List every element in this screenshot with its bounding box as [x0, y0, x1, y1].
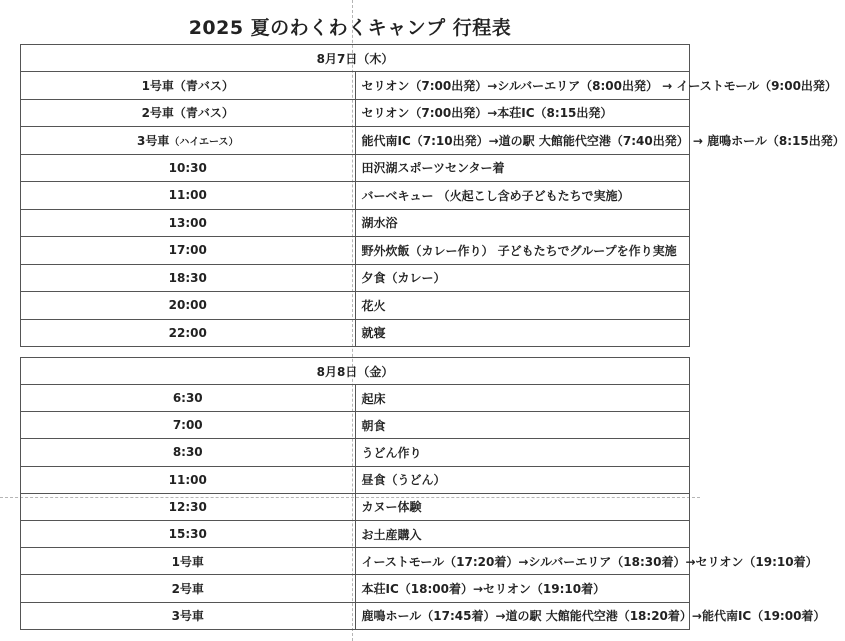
- schedule-activity: 田沢湖スポーツセンター着: [355, 154, 690, 182]
- schedule-time: 10:30: [21, 154, 356, 182]
- table-row: [21, 264, 690, 292]
- vehicle-3-route: 能代南IC（7:10出発）→道の駅 大館能代空港（7:40出発） → 鹿鳴ホール（8:15出発）: [355, 127, 690, 155]
- table-row: [21, 466, 690, 493]
- day1-header-row: [21, 45, 690, 72]
- schedule-time: 22:00: [21, 319, 356, 347]
- schedule-activity: 昼食（うどん）: [355, 466, 690, 493]
- table-row: [21, 602, 690, 629]
- schedule-activity: 就寝: [355, 319, 690, 347]
- schedule-time: 20:00: [21, 292, 356, 320]
- table-row: [21, 127, 690, 155]
- day2-header-row: [21, 358, 690, 385]
- schedule-activity: 湖水浴: [355, 209, 690, 237]
- vehicle-1-label: 1号車: [21, 548, 356, 575]
- schedule-activity: 花火: [355, 292, 690, 320]
- page-title: 2025 夏のわくわくキャンプ 行程表: [188, 17, 512, 39]
- table-row: [21, 385, 690, 412]
- table-row: [21, 182, 690, 210]
- schedule-time: 7:00: [21, 412, 356, 439]
- table-row: [21, 493, 690, 520]
- schedule-time: 13:00: [21, 209, 356, 237]
- table-row: [21, 548, 690, 575]
- vehicle-1-route: セリオン（7:00出発）→シルバーエリア（8:00出発） → イーストモール（9:00出発）: [355, 72, 690, 100]
- table-row: [21, 439, 690, 466]
- schedule-time: 15:30: [21, 520, 356, 547]
- schedule-time: 11:00: [21, 466, 356, 493]
- schedule-time: 12:30: [21, 493, 356, 520]
- vehicle-2-label: 2号車: [21, 575, 356, 602]
- vehicle-3-name: 3号車: [137, 133, 170, 148]
- vehicle-1-route: イーストモール（17:20着）→シルバーエリア（18:30着）→セリオン（19:10着）: [355, 548, 690, 575]
- table-row: [21, 319, 690, 347]
- day2-schedule-table: [20, 357, 826, 630]
- table-row: [21, 292, 690, 320]
- schedule-activity: お土産購入: [355, 520, 690, 547]
- schedule-time: 17:00: [21, 237, 356, 265]
- vehicle-3-label: 3号車: [21, 602, 356, 629]
- schedule-activity: カヌー体験: [355, 493, 690, 520]
- table-row: [21, 209, 690, 237]
- day1-schedule-table: [20, 44, 845, 347]
- table-row: [21, 412, 690, 439]
- table-row: [21, 99, 690, 127]
- vehicle-2-route: セリオン（7:00出発）→本荘IC（8:15出発）: [355, 99, 690, 127]
- day2-date-header: 8月8日（金）: [21, 358, 690, 385]
- table-row: [21, 575, 690, 602]
- vehicle-3-label: [21, 127, 356, 155]
- vehicle-2-route: 本荘IC（18:00着）→セリオン（19:10着）: [355, 575, 690, 602]
- vehicle-2-label: 2号車（青バス）: [21, 99, 356, 127]
- day1-date-header: 8月7日（木）: [21, 45, 690, 72]
- table-row: [21, 237, 690, 265]
- schedule-time: 18:30: [21, 264, 356, 292]
- table-row: [21, 520, 690, 547]
- schedule-activity: 夕食（カレー）: [355, 264, 690, 292]
- vehicle-1-label: 1号車（青バス）: [21, 72, 356, 100]
- schedule-time: 8:30: [21, 439, 356, 466]
- schedule-activity: うどん作り: [355, 439, 690, 466]
- schedule-time: 6:30: [21, 385, 356, 412]
- table-row: [21, 154, 690, 182]
- schedule-time: 11:00: [21, 182, 356, 210]
- schedule-activity: バーベキュー （火起こし含め子どもたちで実施）: [355, 182, 690, 210]
- vehicle-3-type: （ハイエース）: [169, 136, 239, 148]
- schedule-activity: 野外炊飯（カレー作り） 子どもたちでグループを作り実施: [355, 237, 690, 265]
- schedule-activity: 朝食: [355, 412, 690, 439]
- schedule-activity: 起床: [355, 385, 690, 412]
- vehicle-3-route: 鹿鳴ホール（17:45着）→道の駅 大館能代空港（18:20着）→能代南IC（19:00着）: [355, 602, 690, 629]
- table-row: [21, 72, 690, 100]
